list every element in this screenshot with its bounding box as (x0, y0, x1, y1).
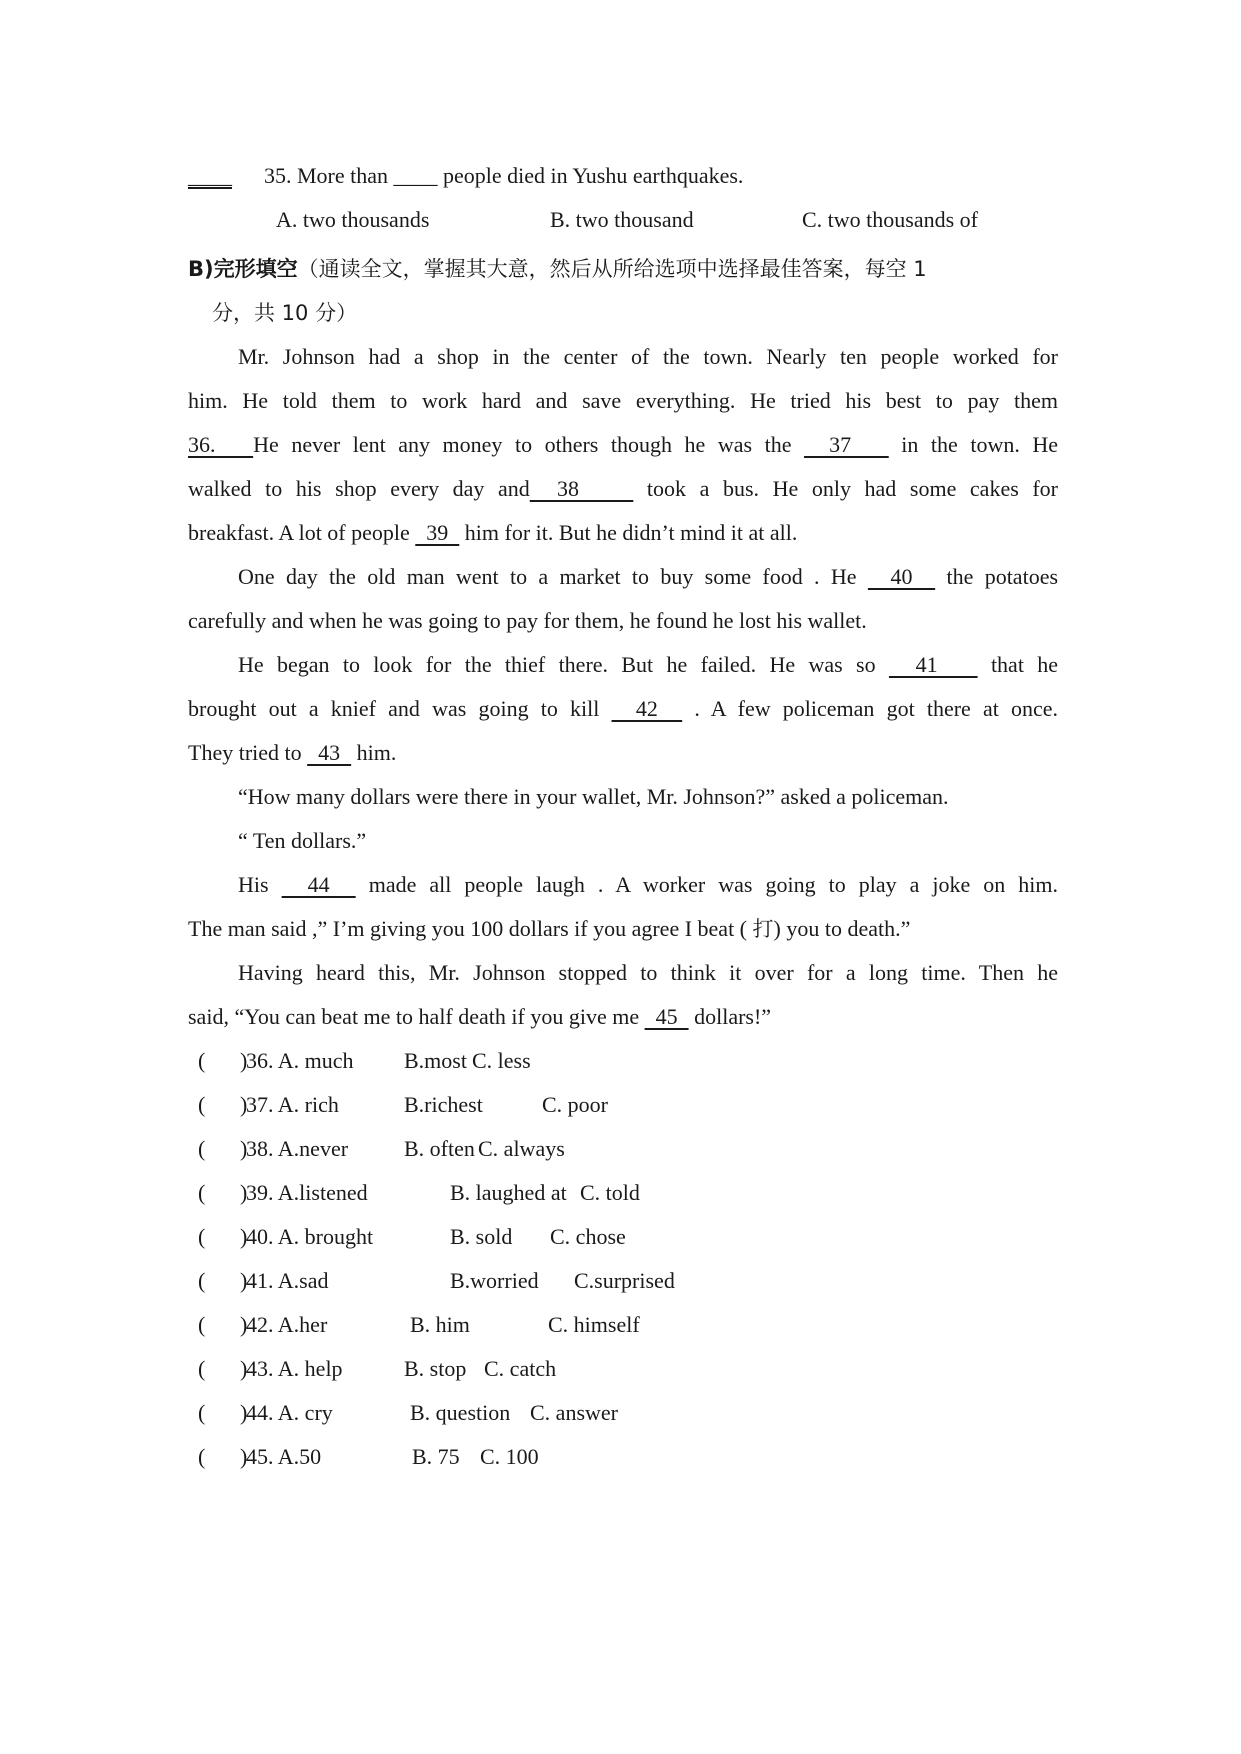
choice-row (188, 1080, 888, 1129)
answer-paren-open[interactable]: ( (198, 1048, 206, 1073)
answer-paren-close: ) (240, 1268, 248, 1293)
choice-option-c: C. answer (530, 1400, 618, 1425)
choice-option-b: B. stop (404, 1356, 467, 1381)
section-title: B)完形填空 (188, 257, 298, 281)
question-35-options (188, 195, 1058, 244)
passage-line: They tried to 43 him. (188, 740, 397, 765)
choice-row (188, 1124, 888, 1173)
choice-option-a: 36. A. much (246, 1048, 354, 1073)
option-a: A. two thousands (276, 207, 430, 232)
answer-paren-open[interactable]: ( (198, 1400, 206, 1425)
choice-row (188, 1168, 888, 1217)
choice-option-a: 44. A. cry (246, 1400, 333, 1425)
answer-paren-close: ) (240, 1356, 248, 1381)
choice-option-c: C.surprised (574, 1268, 675, 1293)
answer-paren-open[interactable]: ( (198, 1356, 206, 1381)
passage-line: He began to look for the thief there. But he failed. He was so 41 that he (238, 652, 1059, 677)
section-b-heading (188, 244, 1058, 293)
passage-line: “ Ten dollars.” (238, 828, 367, 853)
passage-line: 36. He never lent any money to others though he was the 37 in the town. He (188, 432, 1059, 457)
answer-paren-close: ) (240, 1180, 248, 1205)
answer-paren-open[interactable]: ( (198, 1092, 206, 1117)
choice-option-b: B. sold (450, 1224, 513, 1249)
cloze-blank-36: 36. (188, 432, 254, 457)
option-b: B. two thousand (550, 207, 694, 232)
passage-line: “How many dollars were there in your wallet, Mr. Johnson?” asked a policeman. (238, 784, 949, 809)
passage-line: The man said ,” I’m giving you 100 dollars if you agree I beat ( 打) you to death.” (188, 916, 911, 941)
choice-row (188, 1256, 888, 1305)
answer-paren-close: ) (240, 1400, 248, 1425)
passage-line: Having heard this, Mr. Johnson stopped to think it over for a long time. Then he (238, 960, 1058, 985)
choice-row (188, 1432, 888, 1481)
option-c: C. two thousands of (802, 207, 978, 232)
choice-option-c: C. always (478, 1136, 565, 1161)
cloze-blank-41: 41 (888, 652, 978, 677)
cloze-blank-40: 40 (867, 564, 936, 589)
choice-option-c: C. 100 (480, 1444, 539, 1469)
choice-option-c: C. poor (542, 1092, 608, 1117)
choice-option-a: 39. A.listened (246, 1180, 368, 1205)
choice-option-a: 40. A. brought (246, 1224, 374, 1249)
choice-option-c: C. told (580, 1180, 640, 1205)
section-b-instruction-cont: 分，共 10 分） (212, 301, 358, 325)
cloze-blank-43: 43 (307, 740, 352, 765)
choice-option-b: B.richest (404, 1092, 483, 1117)
choice-option-a: 37. A. rich (246, 1092, 339, 1117)
choice-row (188, 1300, 888, 1349)
passage-line: breakfast. A lot of people 39 him for it. But he didn’t mind it at all. (188, 520, 798, 545)
choice-option-b: B. him (410, 1312, 470, 1337)
answer-paren-open[interactable]: ( (198, 1444, 206, 1469)
choice-option-b: B.most (404, 1048, 467, 1073)
answer-paren-close: ) (240, 1312, 248, 1337)
answer-paren-open[interactable]: ( (198, 1312, 206, 1337)
answer-paren-open[interactable]: ( (198, 1268, 206, 1293)
answer-paren-open[interactable]: ( (198, 1224, 206, 1249)
answer-paren-close: ) (240, 1136, 248, 1161)
choice-row (188, 1036, 888, 1085)
section-instruction: （通读全文，掌握其大意，然后从所给选项中选择最佳答案，每空 1 (297, 257, 927, 281)
choice-option-c: C. himself (548, 1312, 640, 1337)
passage-line: said, “You can beat me to half death if you give me 45 dollars!” (188, 1004, 772, 1029)
choice-option-b: B.worried (450, 1268, 539, 1293)
choice-option-a: 38. A.never (246, 1136, 349, 1161)
choice-option-b: B. 75 (412, 1444, 460, 1469)
choice-option-a: 42. A.her (246, 1312, 328, 1337)
answer-paren-open[interactable]: ( (198, 1136, 206, 1161)
choice-option-c: C. less (472, 1048, 531, 1073)
cloze-blank-45: 45 (644, 1004, 689, 1029)
question-35 (188, 151, 1058, 200)
choice-option-b: B. often (404, 1136, 475, 1161)
question-35-text: 35. More than ____ people died in Yushu earthquakes. (264, 163, 744, 188)
passage-line: carefully and when he was going to pay for them, he found he lost his wallet. (188, 608, 867, 633)
cloze-blank-37: 37 (804, 432, 889, 457)
choice-option-a: 45. A.50 (246, 1444, 322, 1469)
choice-option-b: B. question (410, 1400, 511, 1425)
choice-option-b: B. laughed at (450, 1180, 567, 1205)
cloze-blank-44: 44 (281, 872, 356, 897)
answer-paren-close: ) (240, 1224, 248, 1249)
choice-option-a: 43. A. help (246, 1356, 343, 1381)
choice-option-c: C. chose (550, 1224, 626, 1249)
choice-option-c: C. catch (484, 1356, 557, 1381)
answer-paren-close: ) (240, 1444, 248, 1469)
answer-blank: ____ (188, 163, 232, 188)
passage-line: Mr. Johnson had a shop in the center of the town. Nearly ten people worked for (238, 344, 1058, 369)
passage-line: One day the old man went to a market to buy some food . He 40 the potatoes (238, 564, 1059, 589)
choice-row (188, 1388, 888, 1437)
answer-paren-close: ) (240, 1092, 248, 1117)
choice-option-a: 41. A.sad (246, 1268, 329, 1293)
passage-line: him. He told them to work hard and save everything. He tried his best to pay them (188, 388, 1058, 413)
answer-paren-open[interactable]: ( (198, 1180, 206, 1205)
choice-row (188, 1212, 888, 1261)
passage-line: walked to his shop every day and 38 took a bus. He only had some cakes for (188, 476, 1059, 501)
passage-line: brought out a knief and was going to kill 42 . A few policeman got there at once. (188, 696, 1059, 721)
passage-line: His 44 made all people laugh . A worker was going to play a joke on him. (238, 872, 1059, 897)
cloze-blank-39: 39 (415, 520, 460, 545)
choice-row (188, 1344, 888, 1393)
answer-paren-close: ) (240, 1048, 248, 1073)
cloze-blank-38: 38 (529, 476, 634, 501)
cloze-blank-42: 42 (611, 696, 683, 721)
